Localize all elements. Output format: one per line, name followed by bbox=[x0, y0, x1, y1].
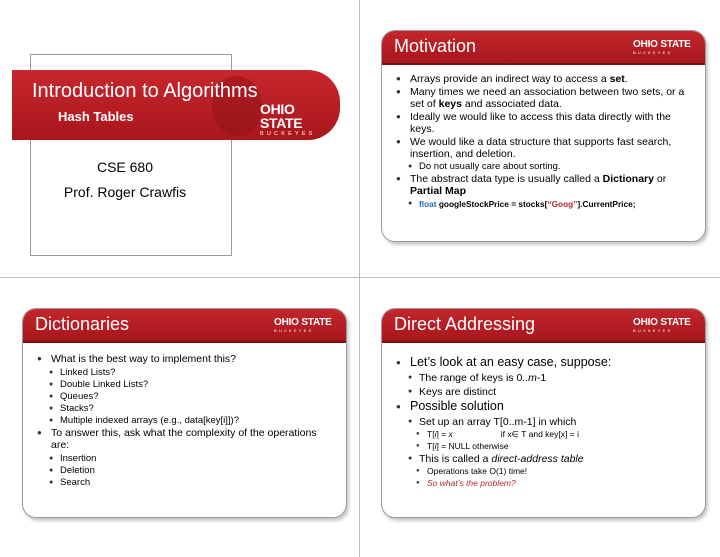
slide-direct-addressing bbox=[381, 308, 706, 518]
ohio-state-logo-icon bbox=[633, 318, 695, 338]
list-item: ● Ideally we would like to access this data directly with the keys. bbox=[396, 111, 695, 135]
list-subitem: ● Insertion bbox=[37, 453, 336, 465]
list-subitem: ● Search bbox=[37, 477, 336, 489]
logo-main-text: OHIO STATE bbox=[260, 101, 303, 131]
list-item: ● The abstract data type is usually called a Dictionary or Partial Map bbox=[396, 173, 695, 197]
list-subsubitem: ● So what’s the problem? bbox=[396, 478, 695, 490]
bullet-list bbox=[396, 73, 695, 210]
slide-title-text: Introduction to Algorithms bbox=[32, 80, 258, 102]
list-item: ● What is the best way to implement this? bbox=[37, 353, 336, 366]
list-subitem: ● Deletion bbox=[37, 465, 336, 477]
slide-title-text: Dictionaries bbox=[35, 314, 130, 334]
list-subitem: ● Set up an array T[0..m-1] in which bbox=[396, 415, 695, 429]
slide-title bbox=[12, 12, 350, 263]
ohio-state-logo-icon bbox=[260, 101, 340, 137]
slide-title-text: Direct Addressing bbox=[394, 314, 536, 334]
list-item: ● Many times we need an association between two sets, or a set of keys and associated data. bbox=[396, 86, 695, 110]
logo-main-text: OHIO STATE bbox=[633, 39, 691, 50]
ohio-state-logo-icon bbox=[633, 40, 695, 60]
list-item: ● We would like a data structure that supports fast search, insertion, and deletion. bbox=[396, 136, 695, 160]
list-subitem: ● Keys are distinct bbox=[396, 385, 695, 399]
list-subitem: ● Double Linked Lists? bbox=[37, 379, 336, 391]
bullet-list bbox=[37, 353, 336, 489]
list-subsubitem: ● T[i] = NULL otherwise bbox=[396, 441, 695, 453]
author-name: Prof. Roger Crawfis bbox=[63, 184, 187, 200]
logo-sub-text: BUCKEYES bbox=[633, 328, 673, 333]
page-divider-horizontal bbox=[0, 277, 720, 278]
list-subitem: ● Do not usually care about sorting. bbox=[396, 161, 695, 173]
logo-sub-text: BUCKEYES bbox=[274, 328, 314, 333]
list-subitem: ● This is called a direct-address table bbox=[396, 452, 695, 466]
slide-title-text: Motivation bbox=[394, 36, 477, 56]
slide-dictionaries bbox=[22, 308, 347, 518]
page-divider-vertical bbox=[359, 0, 360, 557]
code-example: ● float googleStockPrice = stocks[“Goog”].CurrentPrice; bbox=[396, 198, 695, 210]
list-item: ● Arrays provide an indirect way to access a set. bbox=[396, 73, 695, 85]
list-item: ● To answer this, ask what the complexity of the operations are: bbox=[37, 427, 336, 452]
slide-subtitle: Hash Tables bbox=[58, 109, 134, 124]
logo-main-text: OHIO STATE bbox=[633, 317, 691, 328]
list-subitem: ● Multiple indexed arrays (e.g., data[key[i]])? bbox=[37, 415, 336, 427]
slide-motivation bbox=[381, 30, 706, 242]
ohio-state-logo-icon bbox=[274, 318, 336, 338]
list-item: ● Let’s look at an easy case, suppose: bbox=[396, 355, 695, 370]
list-item: ● Possible solution bbox=[396, 399, 695, 414]
list-subsubitem: ● Operations take O(1) time! bbox=[396, 466, 695, 478]
bullet-list bbox=[396, 355, 695, 489]
logo-sub-text: BUCKEYES bbox=[260, 131, 316, 137]
list-subitem: ● Stacks? bbox=[37, 403, 336, 415]
list-subitem: ● Queues? bbox=[37, 391, 336, 403]
logo-main-text: OHIO STATE bbox=[274, 317, 332, 328]
list-subitem: ● Linked Lists? bbox=[37, 367, 336, 379]
list-subsubitem: ● T[i] = x if x∈ T and key[x] = i bbox=[396, 429, 695, 441]
logo-sub-text: BUCKEYES bbox=[633, 50, 673, 55]
course-number: CSE 680 bbox=[96, 159, 154, 175]
list-subitem: ● The range of keys is 0..m-1 bbox=[396, 371, 695, 385]
